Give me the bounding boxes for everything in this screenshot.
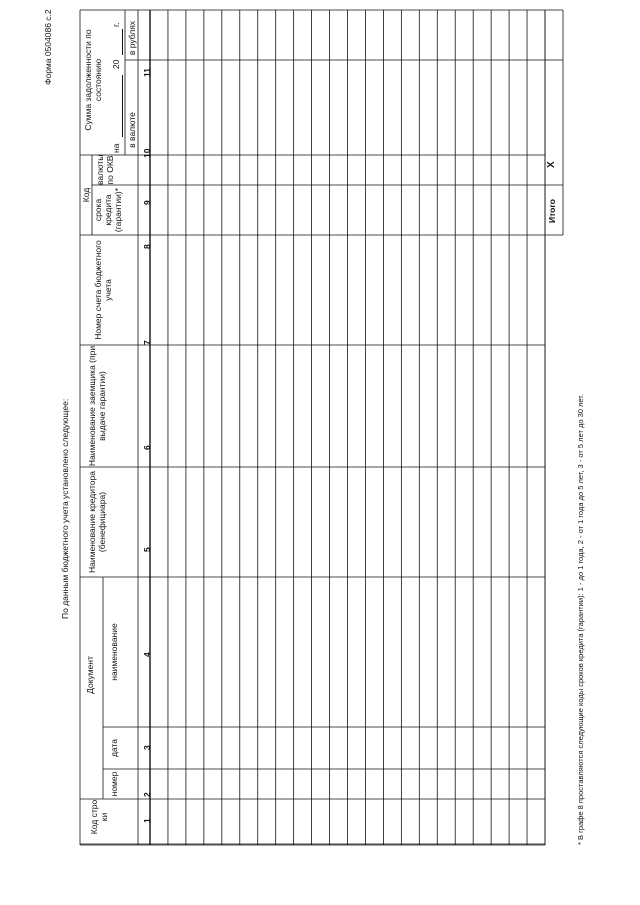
header-date-year: 20 — [111, 59, 121, 69]
col-num-7: 7 — [142, 340, 152, 345]
col-num-8: 8 — [142, 244, 152, 249]
col-num-4: 4 — [142, 652, 152, 657]
header-date-on: на — [111, 143, 121, 153]
date-blank-1 — [122, 75, 123, 137]
header-borrower: Наименование заемщика (при выдаче гарантии) — [87, 345, 107, 467]
header-date-g: г. — [111, 22, 121, 27]
col-num-1: 1 — [142, 818, 152, 823]
header-in-currency: в валюте — [127, 112, 137, 148]
col-num-6: 6 — [142, 445, 152, 450]
col-num-5: 5 — [142, 547, 152, 552]
col-num-3: 3 — [142, 745, 152, 750]
intro-text: По данным бюджетного учета установлено следующее: — [60, 398, 70, 619]
total-x: X — [546, 161, 557, 168]
header-code: Код — [81, 187, 91, 203]
date-blank-2 — [122, 29, 123, 55]
header-doc-date: дата — [109, 738, 119, 758]
header-debt-sum: Сумма задолженности по состоянию — [83, 29, 103, 131]
header-term-code: срока кредита (гарантии)* — [93, 187, 123, 233]
col-num-2: 2 — [142, 792, 152, 797]
col-num-9: 9 — [142, 200, 152, 205]
col-num-11: 11 — [142, 68, 152, 77]
total-label: Итого — [547, 199, 557, 223]
header-doc-number: номер — [109, 771, 119, 797]
col-num-10: 10 — [142, 148, 152, 158]
header-in-rubles: в рублях — [127, 20, 137, 56]
form-code: Форма 0504086 с.2 — [43, 9, 53, 85]
header-document: Документ — [85, 656, 95, 694]
header-account: Номер счета бюджетного учета — [93, 240, 113, 340]
header-creditor: Наименование кредитора (бенефициара) — [87, 471, 107, 573]
header-row-code: Код строки — [89, 799, 109, 835]
footnote: * В графе 8 проставляются следующие коды сроков кредита (гарантии): 1 - до 1 года, 2 - от 1 года до 5 лет, 3 - от 5 лет до 30 лет. — [576, 394, 585, 845]
header-doc-name: наименование — [109, 623, 119, 681]
header-currency-code: валюты по ОКВ — [95, 154, 115, 185]
